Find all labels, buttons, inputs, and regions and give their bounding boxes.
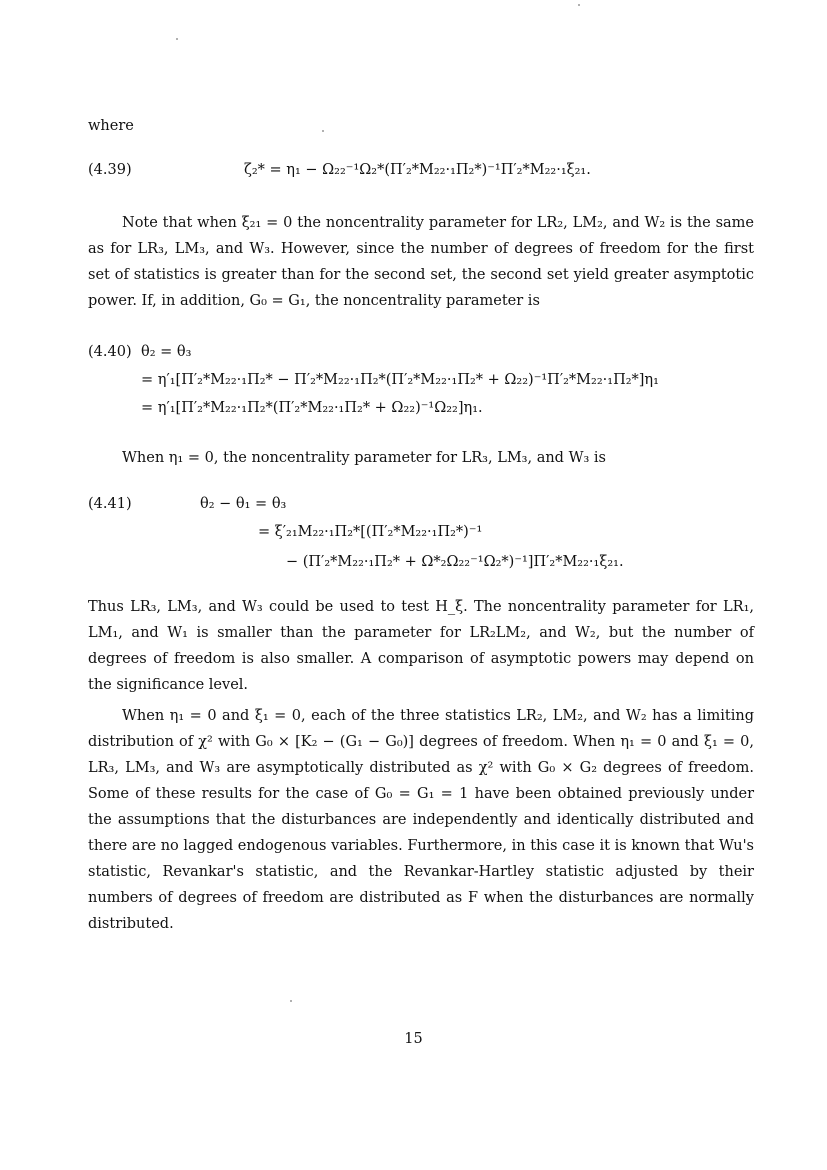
paragraph-when-eta-zero xyxy=(88,445,754,471)
equation-number-4-39: (4.39) xyxy=(88,162,132,178)
paragraph-test-statistics xyxy=(88,594,754,698)
equation-4-41-line-1: θ₂ − θ₁ = θ₃ xyxy=(200,496,287,512)
equation-4-40-line-3: = η′₁[Π′₂*M₂₂·₁Π₂*(Π′₂*M₂₂·₁Π₂* + Ω₂₂)⁻¹Ω₂₂]η₁. xyxy=(141,400,483,416)
scan-speck xyxy=(578,4,580,6)
equation-4-40-line-2: = η′₁[Π′₂*M₂₂·₁Π₂* − Π′₂*M₂₂·₁Π₂*(Π′₂*M₂₂·₁Π₂* + Ω₂₂)⁻¹Π′₂*M₂₂·₁Π₂*]η₁ xyxy=(141,372,659,388)
paragraph-text: When η₁ = 0 and ξ₁ = 0, each of the three statistics LR₂, LM₂, and W₂ has a limiting distribution of χ² with G₀ × [K₂ − (G₁ − G₀)] degrees of freedom. When η₁ = 0 and ξ₁ = 0, LR₃, LM₃, and W₃ are asymptotically distributed as χ² with G₀ × G₂ degrees of freedom. Some of these results for the case of G₀ = G₁ = 1 have been obtained previously under the assumptions that the disturbances are independently and identically distributed and there are no lagged endogenous variables. Furthermore, in this case it is known that Wu's statistic, Revankar's statistic, and the Revankar-Hartley statistic adjusted by their numbers of degrees of freedom are distributed as F when the disturbances are normally distributed. xyxy=(88,708,754,932)
paragraph-text: When η₁ = 0, the noncentrality parameter for LR₃, LM₃, and W₃ is xyxy=(122,450,606,466)
scan-speck xyxy=(322,130,324,132)
equation-number-4-40: (4.40) xyxy=(88,344,132,360)
page-number: 15 xyxy=(404,1031,423,1047)
paragraph-text: Thus LR₃, LM₃, and W₃ could be used to test H_ξ. The noncentrality parameter for LR₁, LM₁, and W₁ is smaller than the parameter for LR₂LM₂, and W₂, but the number of degrees of freedom is also smaller. A comparison of asymptotic powers may depend on the significance level. xyxy=(88,599,754,693)
where-label: where xyxy=(88,118,134,134)
paragraph-text: Note that when ξ₂₁ = 0 the noncentrality parameter for LR₂, LM₂, and W₂ is the same as for LR₃, LM₃, and W₃. However, since the number of degrees of freedom for the first set of statistics is greater than for the second set, the second set yield greater asymptotic power. If, in addition, G₀ = G₁, the noncentrality parameter is xyxy=(88,215,754,309)
paragraph-noncentrality-comparison xyxy=(88,210,754,314)
equation-4-41-line-3: − (Π′₂*M₂₂·₁Π₂* + Ω*₂Ω₂₂⁻¹Ω₂*)⁻¹]Π′₂*M₂₂·₁ξ₂₁. xyxy=(286,554,624,570)
scan-speck xyxy=(290,1000,292,1002)
scan-speck xyxy=(176,38,178,40)
equation-4-39: ζ₂* = η₁ − Ω₂₂⁻¹Ω₂*(Π′₂*M₂₂·₁Π₂*)⁻¹Π′₂*M₂₂·₁ξ₂₁. xyxy=(244,162,591,178)
paragraph-limiting-distribution xyxy=(88,703,754,937)
equation-4-41-line-2: = ξ′₂₁M₂₂·₁Π₂*[(Π′₂*M₂₂·₁Π₂*)⁻¹ xyxy=(258,524,483,540)
equation-4-40-line-1: θ₂ = θ₃ xyxy=(141,344,192,360)
equation-number-4-41: (4.41) xyxy=(88,496,132,512)
